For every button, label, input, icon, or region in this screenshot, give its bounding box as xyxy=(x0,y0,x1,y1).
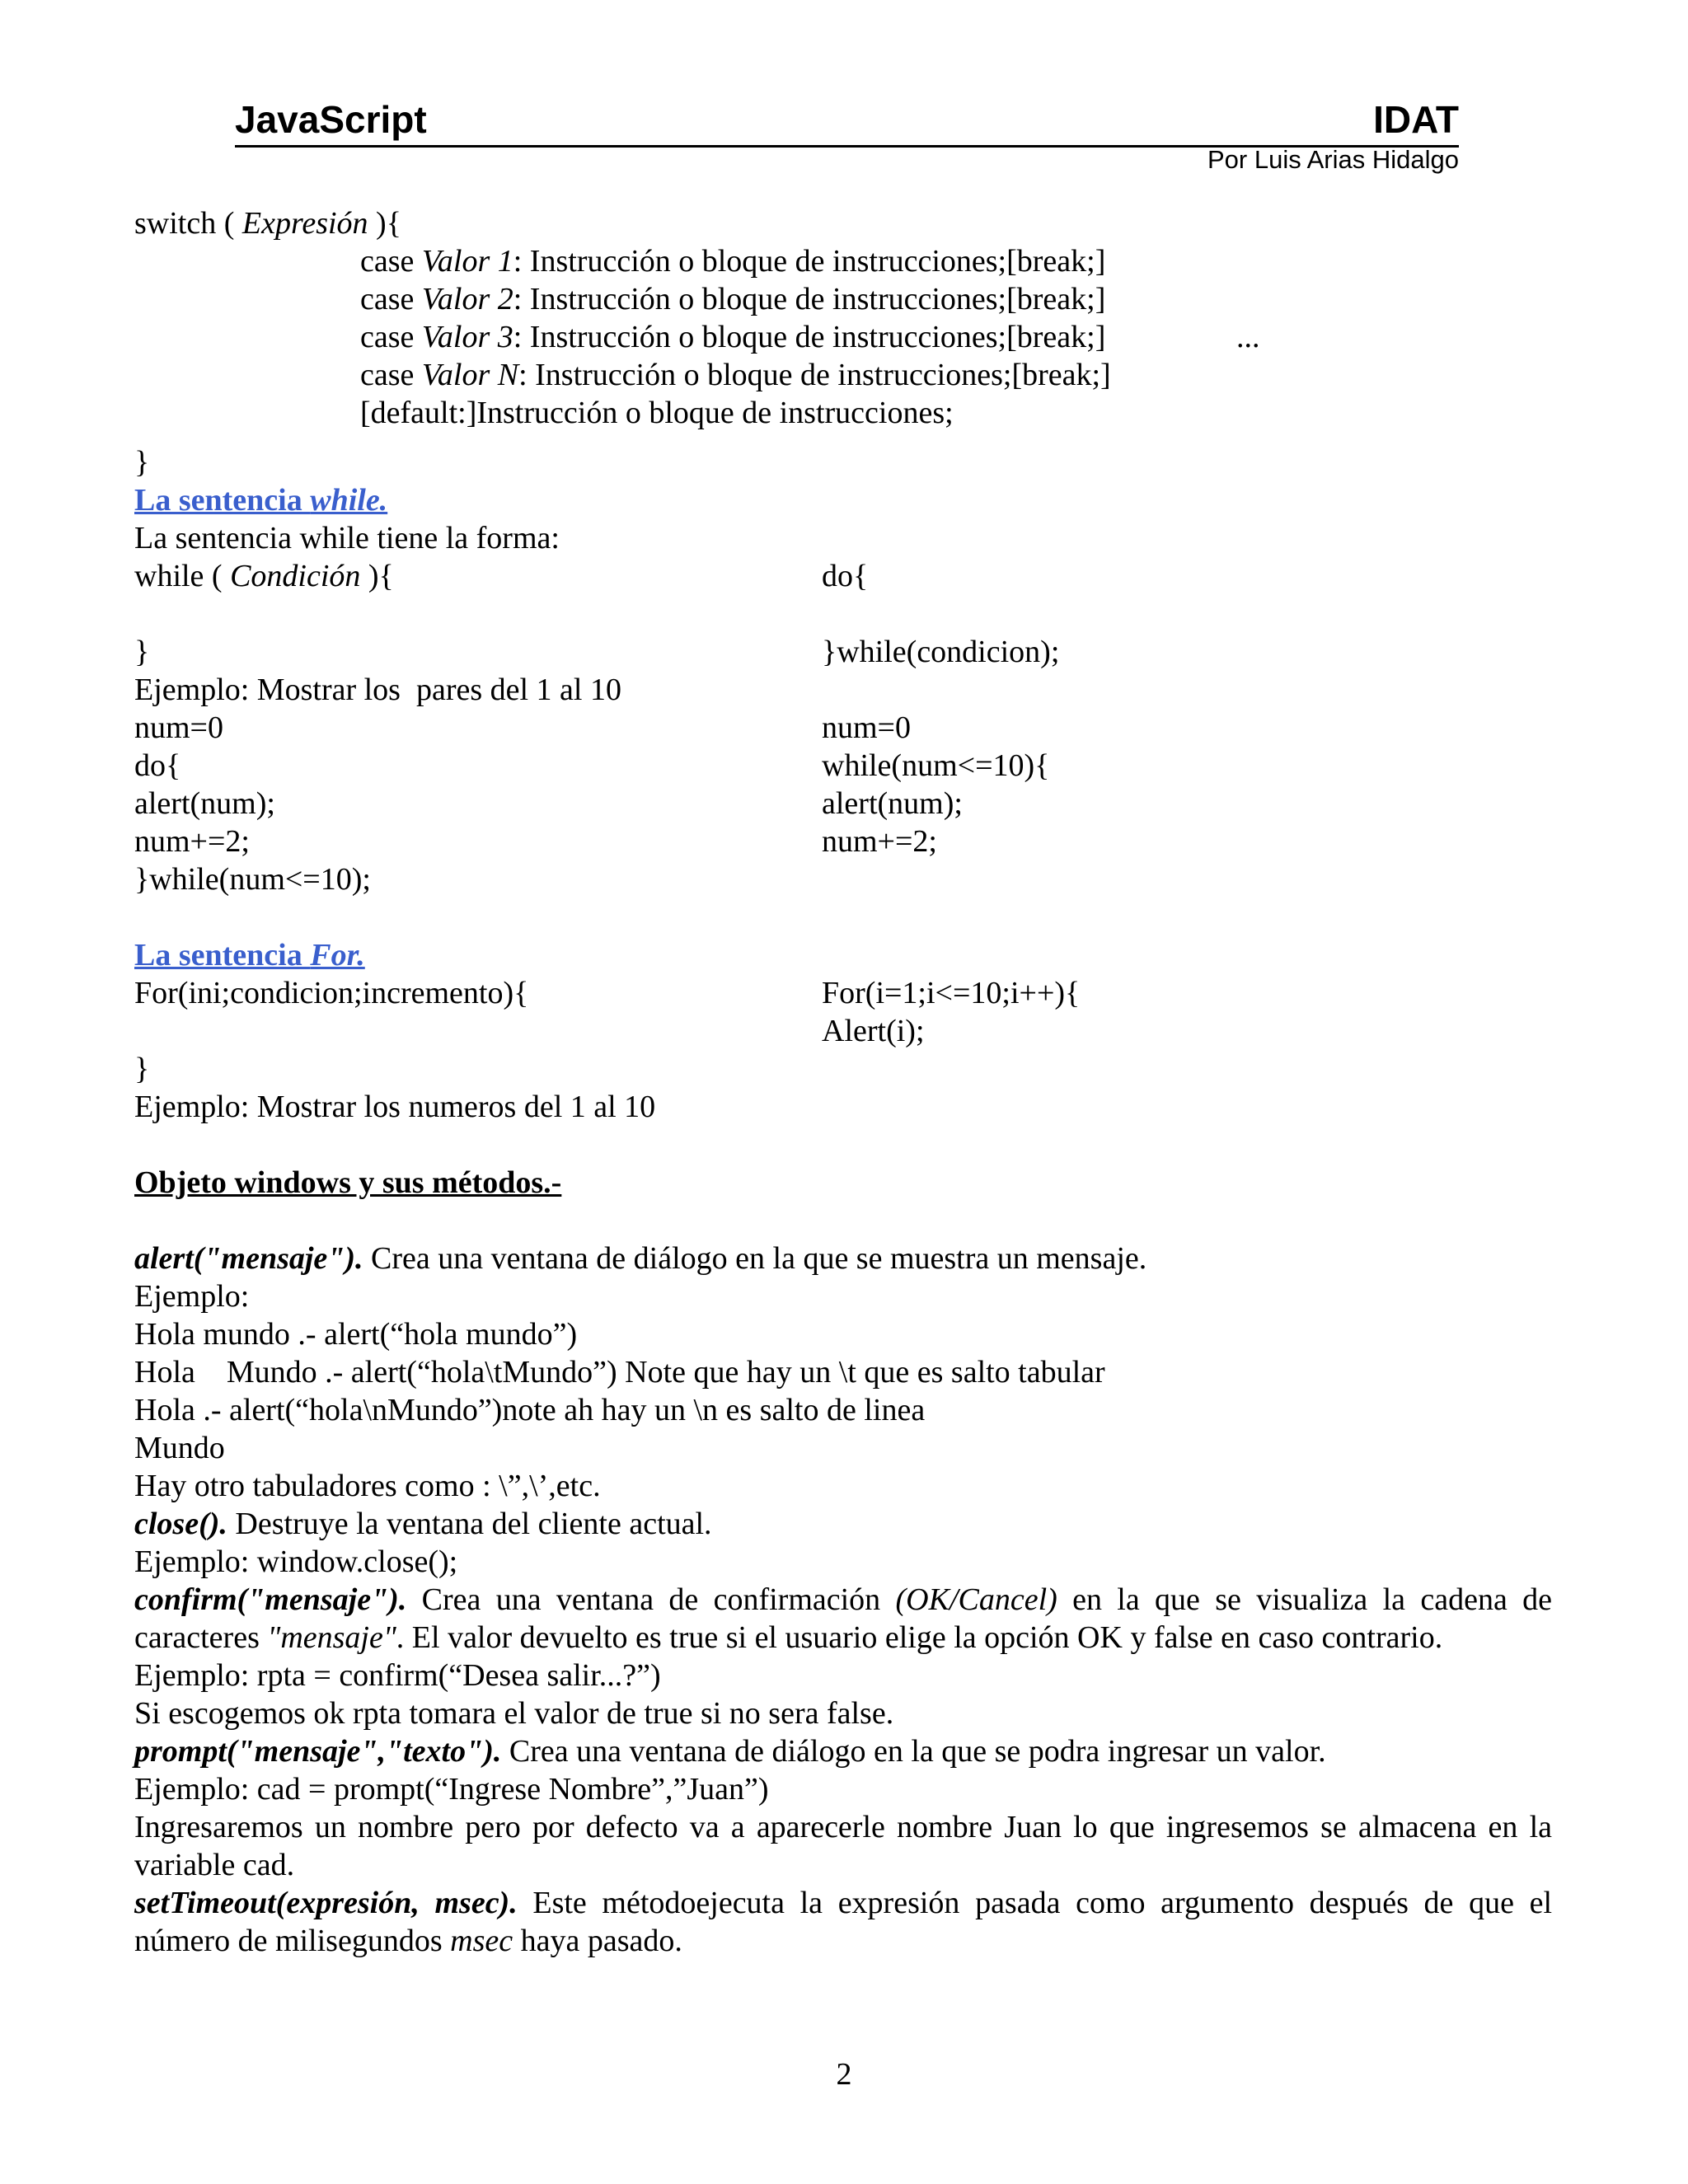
while-open-a: while ( xyxy=(134,559,231,593)
for-title-a: La sentencia xyxy=(134,938,311,972)
case3-value: Valor 3 xyxy=(421,320,513,354)
close-method-line xyxy=(134,1505,712,1543)
alert-example-3: Hola .- alert(“hola\nMundo”)note ah hay un \n es salto de linea xyxy=(134,1393,926,1427)
switch-open-expr: Expresión xyxy=(241,206,368,241)
while-title-a: La sentencia xyxy=(134,483,311,518)
for-title-keyword: For. xyxy=(310,938,365,972)
case2-value: Valor 2 xyxy=(421,282,513,316)
header-title: JavaScript xyxy=(235,98,427,141)
prompt-example: Ejemplo: cad = prompt(“Ingrese Nombre”,”Juan”) xyxy=(134,1772,769,1807)
left-code-line: }while(num<=10); xyxy=(134,862,371,897)
close-method-name: close(). xyxy=(134,1507,227,1541)
settimeout-desc-a: Este métodoejecuta la expresión pasada como argumento después de que el número de milisegundos xyxy=(134,1886,1552,1958)
right-code-line: num+=2; xyxy=(822,824,937,859)
settimeout-desc-b: haya pasado. xyxy=(513,1924,682,1958)
for-example-title: Ejemplo: Mostrar los numeros del 1 al 10 xyxy=(134,1090,656,1124)
close-method-desc: Destruye la ventana del cliente actual. xyxy=(227,1507,712,1541)
for-left-close: } xyxy=(134,1052,150,1086)
confirm-desc-c: . El valor devuelto es true si el usuario elige la opción OK y false en caso contrario. xyxy=(396,1620,1443,1655)
left-code-line: num=0 xyxy=(134,710,223,745)
do-close: }while(condicion); xyxy=(822,635,1060,669)
right-code-line: while(num<=10){ xyxy=(822,748,1050,783)
settimeout-desc-msec: msec xyxy=(450,1924,513,1958)
casen-value: Valor N xyxy=(421,358,519,392)
alert-method-name: alert("mensaje"). xyxy=(134,1241,363,1276)
header-author: Por Luis Arias Hidalgo xyxy=(1207,145,1459,174)
right-code-line: num=0 xyxy=(822,710,911,745)
case3-b: : Instrucción o bloque de instrucciones;[break;] xyxy=(513,320,1106,354)
prompt-method-desc: Crea una ventana de diálogo en la que se podra ingresar un valor. xyxy=(501,1734,1326,1769)
while-section-title xyxy=(134,481,387,519)
alert-method-line xyxy=(134,1240,1146,1277)
case1-b: : Instrucción o bloque de instrucciones;[break;] xyxy=(513,244,1106,279)
while-form-text: La sentencia while tiene la forma: xyxy=(134,521,560,555)
confirm-method-name: confirm("mensaje"). xyxy=(134,1582,407,1617)
confirm-example: Ejemplo: rpta = confirm(“Desea salir...?”) xyxy=(134,1658,661,1693)
left-code-line: alert(num); xyxy=(134,786,275,821)
close-example: Ejemplo: window.close(); xyxy=(134,1544,458,1579)
do-open: do{ xyxy=(822,559,869,593)
confirm-desc-b: en la que se visualiza la cadena de caracteres xyxy=(134,1582,1553,1655)
confirm-desc-mensaje: "mensaje" xyxy=(267,1620,396,1655)
confirm-desc-okcancel: (OK/Cancel) xyxy=(895,1582,1057,1617)
while-title-keyword: while. xyxy=(310,483,388,518)
confirm-method-paragraph xyxy=(134,1581,1552,1657)
switch-ellipsis: ... xyxy=(1236,320,1260,354)
switch-case-n xyxy=(360,356,1111,394)
page-number: 2 xyxy=(836,2057,852,2092)
while-open-b: ){ xyxy=(360,559,394,593)
alert-example-5: Hay otro tabuladores como : \”,\’,etc. xyxy=(134,1469,601,1503)
for-right-body: Alert(i); xyxy=(822,1014,925,1048)
alert-ejemplo: Ejemplo: xyxy=(134,1279,250,1314)
alert-example-1: Hola mundo .- alert(“hola mundo”) xyxy=(134,1317,578,1352)
while-close: } xyxy=(134,635,150,669)
confirm-desc-a: Crea una ventana de confirmación xyxy=(406,1582,896,1617)
while-open-cond: Condición xyxy=(230,559,361,593)
left-code-line: num+=2; xyxy=(134,824,250,859)
while-open xyxy=(134,557,394,595)
switch-close: } xyxy=(134,445,150,480)
case1-a: case xyxy=(360,244,422,279)
for-section-title xyxy=(134,936,365,974)
switch-case-1 xyxy=(360,242,1105,280)
alert-example-4: Mundo xyxy=(134,1431,225,1465)
alert-method-desc: Crea una ventana de diálogo en la que se muestra un mensaje. xyxy=(363,1241,1147,1276)
casen-a: case xyxy=(360,358,422,392)
right-code-line: alert(num); xyxy=(822,786,963,821)
page-header xyxy=(235,97,1459,148)
switch-case-2 xyxy=(360,280,1105,318)
case2-b: : Instrucción o bloque de instrucciones;[break;] xyxy=(513,282,1106,316)
settimeout-paragraph xyxy=(134,1884,1552,1960)
settimeout-method-name: setTimeout(expresión, msec). xyxy=(134,1886,518,1920)
switch-open xyxy=(134,204,401,242)
for-left-open: For(ini;condicion;incremento){ xyxy=(134,976,529,1010)
windows-section-title: Objeto windows y sus métodos.- xyxy=(134,1165,562,1200)
header-institution: IDAT xyxy=(1373,98,1459,141)
switch-open-b: ){ xyxy=(368,206,401,241)
casen-b: : Instrucción o bloque de instrucciones;[break;] xyxy=(518,358,1111,392)
prompt-method-name: prompt("mensaje","texto"). xyxy=(134,1734,502,1769)
while-example-title: Ejemplo: Mostrar los pares del 1 al 10 xyxy=(134,673,621,707)
for-right-open: For(i=1;i<=10;i++){ xyxy=(822,976,1081,1010)
case2-a: case xyxy=(360,282,422,316)
switch-case-3 xyxy=(360,318,1105,356)
prompt-method-line xyxy=(134,1732,1326,1770)
prompt-note: Ingresaremos un nombre pero por defecto va a aparecerle nombre Juan lo que ingresemos se almacena en la variable cad. xyxy=(134,1810,1552,1882)
case3-a: case xyxy=(360,320,422,354)
alert-example-2: Hola Mundo .- alert(“hola\tMundo”) Note que hay un \t que es salto tabular xyxy=(134,1355,1105,1390)
switch-default: [default:]Instrucción o bloque de instrucciones; xyxy=(360,396,954,430)
case1-value: Valor 1 xyxy=(421,244,513,279)
left-code-line: do{ xyxy=(134,748,181,783)
switch-open-a: switch ( xyxy=(134,206,242,241)
confirm-note: Si escogemos ok rpta tomara el valor de true si no sera false. xyxy=(134,1696,894,1731)
